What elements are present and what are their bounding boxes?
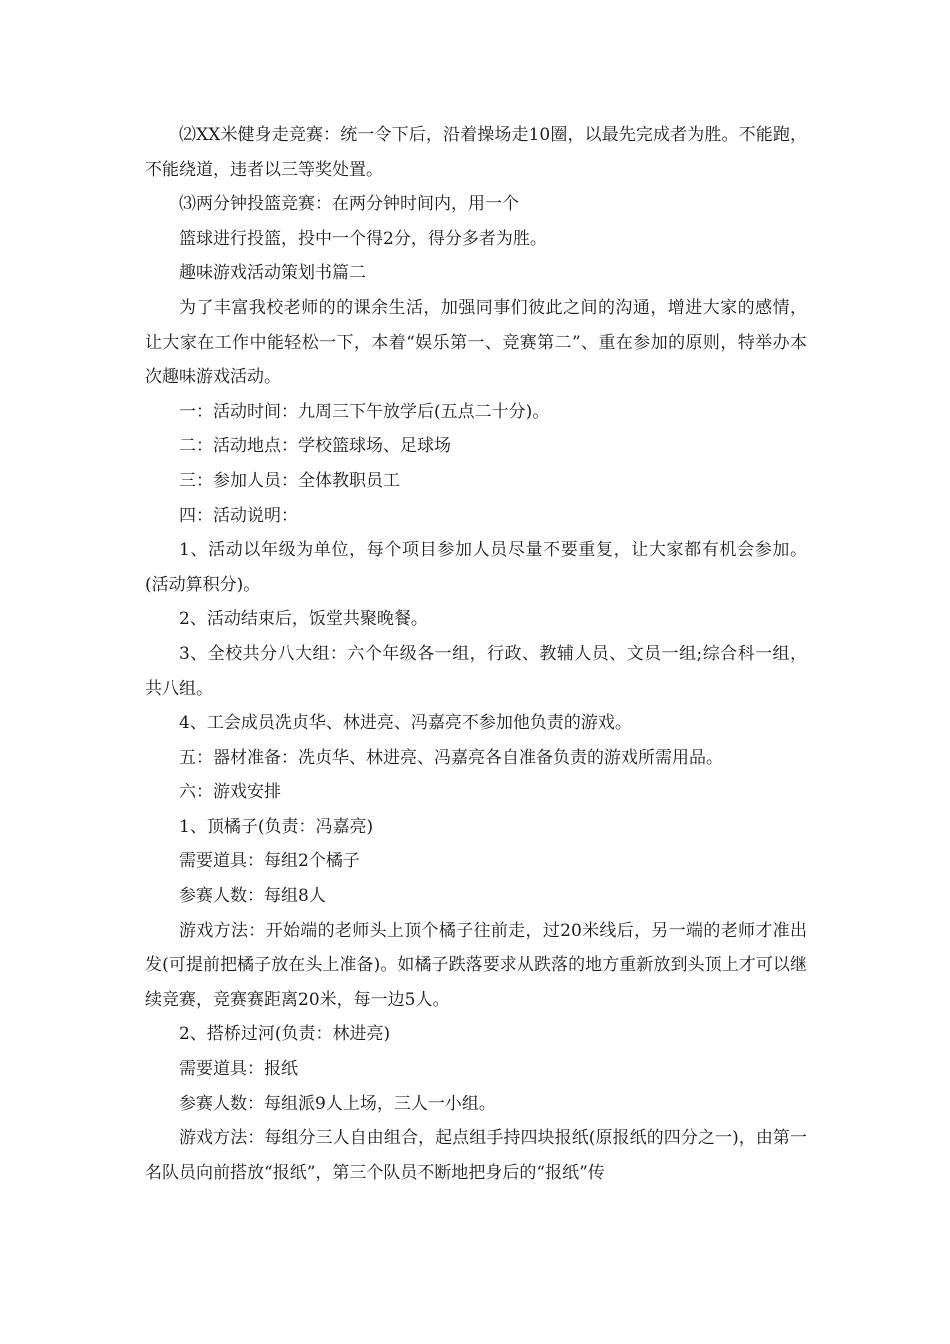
paragraph-game-2-method: 游戏方法：每组分三人自由组合，起点组手持四块报纸(原报纸的四分之一)，由第一名队员向前搭放“报纸”，第三个队员不断地把身后的“报纸”传 (145, 1128, 807, 1183)
paragraph-note-4: 4、工会成员冼贞华、林进亮、冯嘉亮不参加他负责的游戏。 (179, 713, 632, 734)
paragraph-fitness-walk: ⑵XX米健身走竞赛：统一令下后，沿着操场走10圈，以最先完成者为胜。不能跑，不能绕道，违者以三等奖处置。 (145, 125, 807, 180)
paragraph-game-1-title: 1、顶橘子(负责：冯嘉亮) (179, 816, 374, 837)
paragraph-game-1-method: 游戏方法：开始端的老师头上顶个橘子往前走，过20米线后，另一端的老师才准出发(可提前把橘子放在头上准备)。如橘子跌落要求从跌落的地方重新放到头顶上才可以继续竞赛，竞赛赛距离20米，每一边5人。 (145, 920, 807, 1010)
document-page (145, 118, 807, 1190)
paragraph-game-2-props: 需要道具：报纸 (179, 1059, 298, 1080)
paragraph-participants: 三：参加人员：全体教职员工 (179, 470, 400, 491)
section-heading: 趣味游戏活动策划书篇二 (179, 263, 366, 284)
paragraph-activity-location: 二：活动地点：学校篮球场、足球场 (179, 436, 451, 457)
paragraph-game-2-title: 2、搭桥过河(负责：林进亮) (179, 1024, 391, 1045)
paragraph-activity-time: 一：活动时间：九周三下午放学后(五点二十分)。 (179, 401, 550, 422)
paragraph-note-1: 1、活动以年级为单位，每个项目参加人员尽量不要重复，让大家都有机会参加。(活动算积分)。 (145, 540, 807, 595)
paragraph-basketball-scoring: 篮球进行投篮，投中一个得2分，得分多者为胜。 (179, 228, 547, 249)
paragraph-basketball-shooting: ⑶两分钟投篮竞赛：在两分钟时间内，用一个 (179, 194, 519, 215)
paragraph-activity-notes-heading: 四：活动说明： (179, 505, 298, 526)
paragraph-game-schedule-heading: 六：游戏安排 (179, 782, 281, 803)
paragraph-introduction: 为了丰富我校老师的的课余生活，加强同事们彼此之间的沟通，增进大家的感情，让大家在工作中能轻松一下，本着“娱乐第一、竞赛第二”、重在参加的原则，特举办本次趣味游戏活动。 (145, 297, 807, 388)
paragraph-note-3: 3、全校共分八大组：六个年级各一组，行政、教辅人员、文员一组;综合科一组，共八组。 (145, 643, 807, 699)
paragraph-equipment: 五：器材准备：冼贞华、林进亮、冯嘉亮各自准备负责的游戏所需用品。 (179, 747, 723, 768)
paragraph-game-1-players: 参赛人数：每组8人 (179, 886, 326, 907)
paragraph-note-2: 2、活动结束后，饭堂共聚晚餐。 (179, 609, 428, 630)
paragraph-game-2-players: 参赛人数：每组派9人上场，三人一小组。 (179, 1093, 496, 1114)
paragraph-game-1-props: 需要道具：每组2个橘子 (179, 851, 360, 872)
